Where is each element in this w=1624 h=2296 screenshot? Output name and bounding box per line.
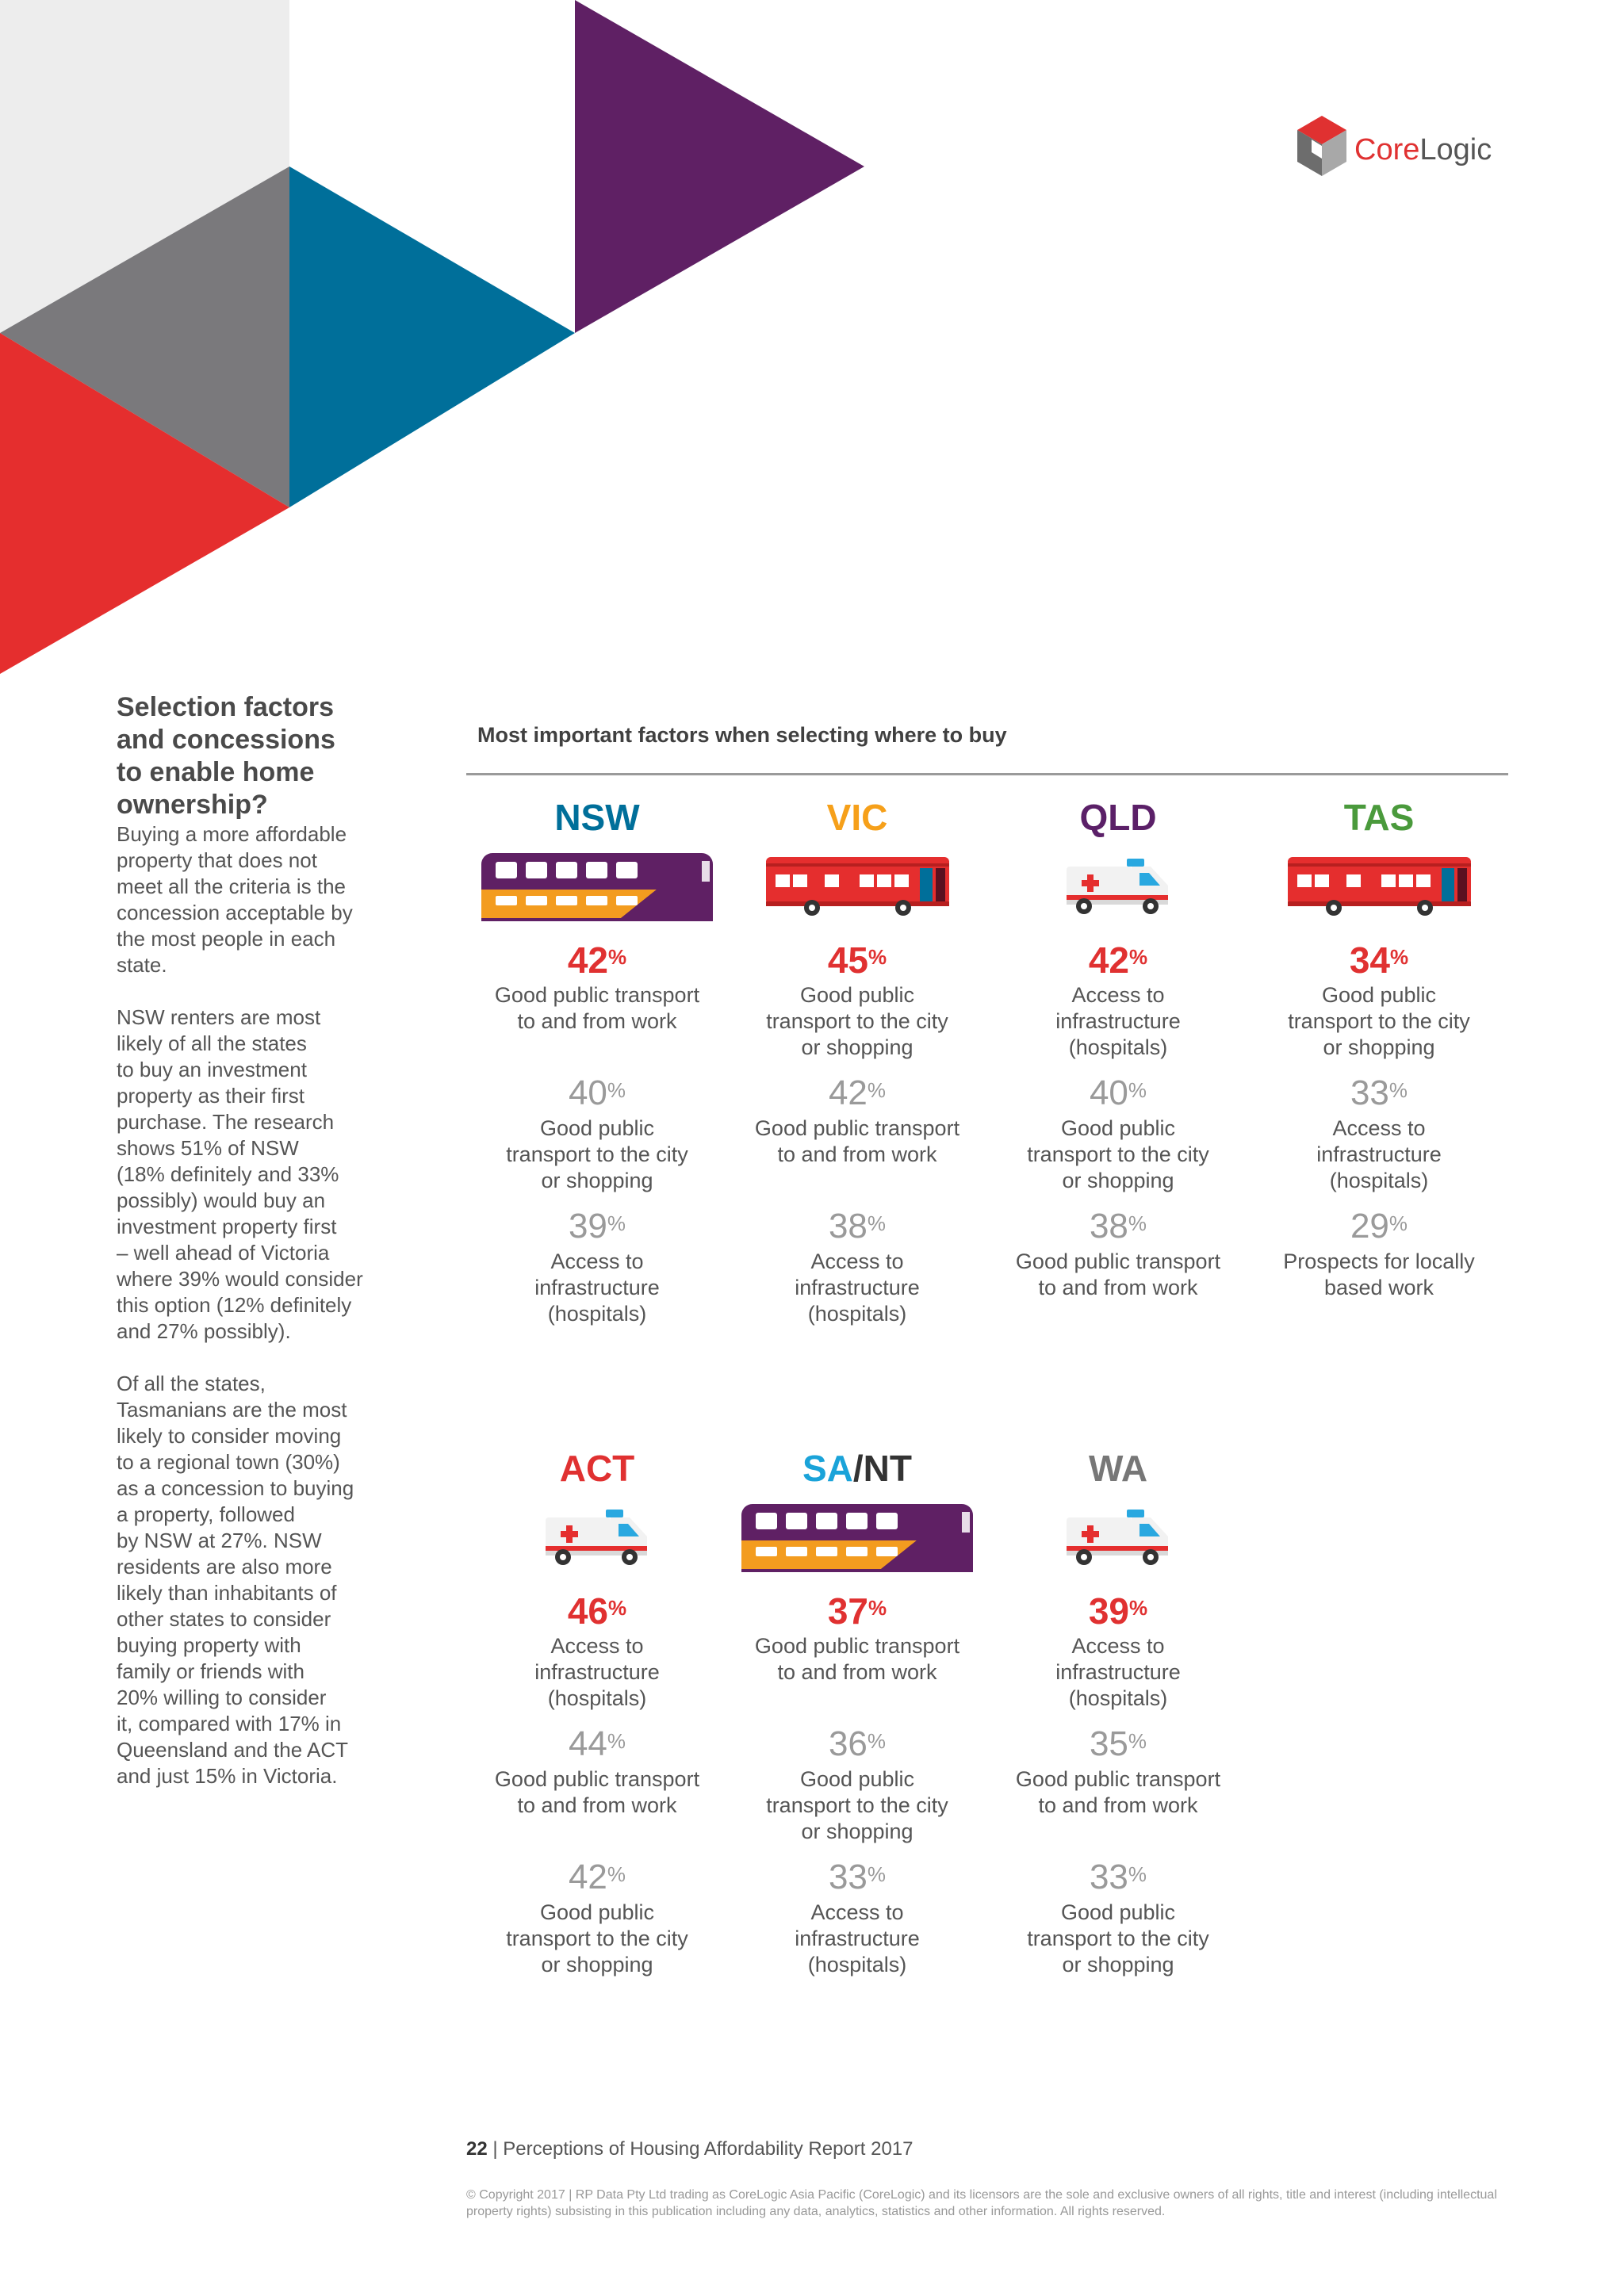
state-name: NSW <box>554 797 640 838</box>
state-column-nsw <box>466 795 728 1337</box>
factor-label: Access to infrastructure (hospitals) <box>1055 1634 1181 1710</box>
factor-percent: 36% <box>828 1724 887 1763</box>
factor-percent: 35% <box>1089 1724 1147 1763</box>
factor-label: Prospects for locally based work <box>1283 1249 1475 1299</box>
factor-percent: 46% <box>567 1590 627 1632</box>
sidebar-paragraph: Of all the states, Tasmanians are the most likely to consider moving to a regional town (30%) as a concession to buying a property, followed by NSW at 27%. NSW residents are also more likely than inhabitants of other states to consider buying property with family or friends with 20% willing to consider it, compared with 17% in Queensland and the ACT and just 15% in Victoria. <box>117 1372 354 1788</box>
factor-percent: 42% <box>828 1073 887 1112</box>
state-column-qld <box>987 795 1249 1337</box>
factor-percent: 42% <box>567 939 627 981</box>
factor-label: Access to infrastructure (hospitals) <box>795 1249 920 1326</box>
factor-percent: 44% <box>568 1724 626 1763</box>
factor-label: Good public transport to and from work <box>494 983 700 1033</box>
factor-percent: 42% <box>568 1858 626 1896</box>
sidebar <box>117 691 418 1816</box>
corelogic-logo <box>1297 116 1503 179</box>
state-column-tas <box>1248 795 1510 1337</box>
state-column-sa <box>726 1446 988 1988</box>
factor-label: Good public transport to the city or shopping <box>1288 983 1470 1059</box>
page-footer <box>466 2138 914 2160</box>
state-column-wa <box>987 1446 1249 1988</box>
factor-percent: 38% <box>828 1207 887 1246</box>
report-title: Perceptions of Housing Affordability Report 2017 <box>503 2138 914 2160</box>
factor-label: Good public transport to the city or shopping <box>766 983 948 1059</box>
factor-label: Good public transport to and from work <box>494 1767 700 1817</box>
factor-label: Good public transport to and from work <box>1015 1249 1221 1299</box>
factor-percent: 40% <box>568 1073 626 1112</box>
factor-label: Access to infrastructure (hospitals) <box>1316 1116 1442 1192</box>
factor-percent: 38% <box>1089 1207 1147 1246</box>
sidebar-paragraph: NSW renters are most likely of all the states to buy an investment property as their first purchase. The research shows 51% of NSW (18% definitely and 33% possibly) would buy an investment property first – well ahead of Victoria where 39% would consider this option (12% definitely and 27% possibly). <box>117 1005 363 1343</box>
chart-title: Most important factors when selecting where to buy <box>477 723 1007 747</box>
factor-label: Good public transport to the city or shopping <box>1027 1116 1209 1192</box>
factor-label: Access to infrastructure (hospitals) <box>795 1900 920 1976</box>
ambulance-icon <box>466 1490 728 1586</box>
factor-label: Good public transport to the city or shopping <box>506 1116 688 1192</box>
tram-icon <box>1248 840 1510 935</box>
page-number: 22 <box>466 2138 488 2160</box>
factor-percent: 29% <box>1350 1207 1408 1246</box>
factor-percent: 39% <box>1088 1590 1148 1632</box>
tram-icon <box>726 840 988 935</box>
state-name: TAS <box>1343 797 1415 838</box>
factor-label: Good public transport to the city or shopping <box>766 1767 948 1843</box>
logo-wordmark: CoreLogic <box>1354 133 1492 166</box>
bus-icon <box>466 840 728 935</box>
factor-percent: 39% <box>568 1207 626 1246</box>
ambulance-icon <box>987 1490 1249 1586</box>
factor-label: Good public transport to the city or shopping <box>1027 1900 1209 1976</box>
corelogic-logo-mark <box>1297 116 1346 176</box>
sidebar-paragraph: Buying a more affordable property that does not meet all the criteria is the concession acceptable by the most people in each state. <box>117 822 353 977</box>
state-name: SA/NT <box>802 1448 912 1489</box>
state-name: WA <box>1088 1448 1148 1489</box>
divider <box>466 773 1508 775</box>
state-name: ACT <box>559 1448 635 1489</box>
state-column-vic <box>726 795 988 1337</box>
factor-label: Access to infrastructure (hospitals) <box>1055 983 1181 1059</box>
state-name: QLD <box>1079 797 1157 838</box>
ambulance-icon <box>987 840 1249 935</box>
factor-label: Access to infrastructure (hospitals) <box>534 1249 660 1326</box>
factor-label: Good public transport to and from work <box>754 1634 960 1684</box>
factor-label: Access to infrastructure (hospitals) <box>534 1634 660 1710</box>
factor-percent: 37% <box>827 1590 887 1632</box>
factor-label: Good public transport to the city or shopping <box>506 1900 688 1976</box>
factor-percent: 33% <box>828 1858 887 1896</box>
sidebar-title: Selection factors and concessions to enable home ownership? <box>117 692 335 820</box>
factor-percent: 45% <box>827 939 887 981</box>
factor-percent: 33% <box>1350 1073 1408 1112</box>
blue-triangle <box>289 166 575 507</box>
copyright-notice: © Copyright 2017 | RP Data Pty Ltd trading as CoreLogic Asia Pacific (CoreLogic) and its licensors are the sole and exclusive owners of all rights, title and interest (including intellectual property rights) subsisting in this publication including any data, analytics, statistics and other information. All rights reserved. <box>466 2188 1497 2218</box>
factor-percent: 42% <box>1088 939 1148 981</box>
factor-percent: 33% <box>1089 1858 1147 1896</box>
state-name: VIC <box>826 797 888 838</box>
state-column-act <box>466 1446 728 1988</box>
bus-icon <box>726 1490 988 1586</box>
factor-percent: 34% <box>1349 939 1409 981</box>
footer-separator: | <box>487 2138 504 2160</box>
purple-triangle <box>575 0 864 333</box>
factor-label: Good public transport to and from work <box>754 1116 960 1166</box>
factor-percent: 40% <box>1089 1073 1147 1112</box>
factor-label: Good public transport to and from work <box>1015 1767 1221 1817</box>
decorative-triangles <box>0 0 872 682</box>
